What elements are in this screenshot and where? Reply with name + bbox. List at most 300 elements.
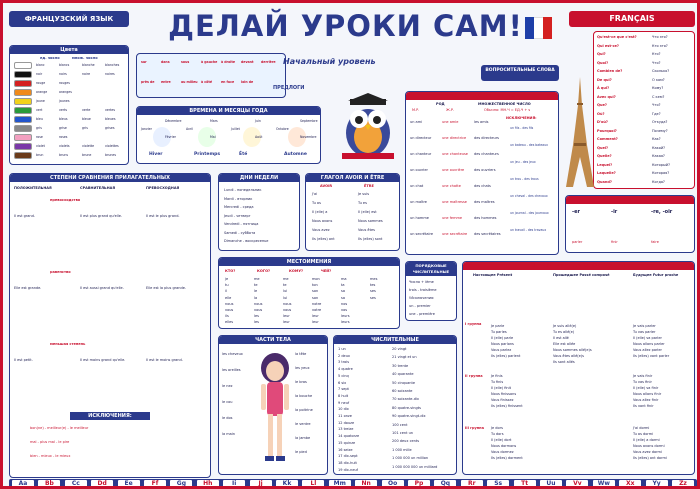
color-word: bruns: [59, 153, 69, 157]
ordinal-item: trois - troisième: [409, 288, 437, 292]
color-swatch: [14, 125, 32, 132]
degree-example: Il est plus grand qu'elle.: [80, 214, 123, 218]
color-word: gris: [82, 126, 88, 130]
conj-form: Elle est allée: [553, 342, 576, 346]
etre-col: ÊTRE: [364, 184, 374, 188]
question-word: Quel?: [597, 145, 609, 150]
weekday: Mardi - вторник: [224, 196, 253, 201]
conj-form: Je suis allé(e): [553, 324, 577, 328]
conj-form: Vous finissez: [491, 398, 514, 402]
groups-title: ТРИ ГРУППЫ ГЛАГОЛОВ: [566, 196, 694, 204]
questions-title: ВОПРОСИТЕЛЬНЫЕ СЛОВА: [485, 68, 555, 73]
noun-exception: un trou - des trous: [510, 177, 539, 181]
question-word: De qui?: [597, 77, 612, 82]
alphabet-letter: Cc: [64, 479, 88, 489]
conj-form: Ils (elles) parlent: [491, 354, 521, 358]
noun-word: un chanteur: [410, 152, 432, 156]
pronoun: votre: [312, 308, 322, 312]
days-title: ДНИ НЕДЕЛИ: [219, 174, 299, 182]
pronoun-col: КОМУ?: [289, 269, 304, 273]
alphabet-letter: Xx: [618, 479, 642, 489]
noun-word: une femme: [442, 216, 463, 220]
number: 18 dix-huit: [338, 460, 357, 465]
color-word: blanche: [82, 63, 95, 67]
color-word: rouge: [36, 81, 46, 85]
conj-col: Будущее Futur proche: [633, 273, 679, 277]
color-swatch: [14, 134, 32, 141]
group1-ending: -er: [572, 209, 580, 215]
left-label: ФРАНЦУЗСКИЙ ЯЗЫК: [24, 15, 114, 23]
pronoun: vos: [341, 308, 348, 312]
conj-form: Tu vas finir: [633, 380, 652, 384]
degree-example: Il est le plus grand.: [146, 214, 180, 218]
prepositions-panel: [136, 53, 286, 98]
question-word-ru: Кому?: [652, 86, 664, 90]
preposition-label: près de: [141, 80, 155, 84]
right-label: FRANÇAIS: [609, 14, 655, 23]
noun-word: un chat: [410, 184, 424, 188]
conj-form: Nous sommes allé(e)s: [553, 348, 592, 352]
conj-form: Vous êtes allé(e)s: [553, 354, 584, 358]
alphabet-letter: Aa: [11, 479, 35, 489]
number: 8 huit: [338, 393, 349, 398]
pronoun: leur: [283, 320, 290, 325]
seasons-panel: [136, 106, 321, 164]
color-word: bleus: [59, 117, 68, 121]
number: 80 quatre-vingts: [392, 405, 421, 410]
alphabet-letter: Tt: [513, 479, 537, 489]
question-word-ru: Что это?: [652, 35, 668, 39]
color-word: verts: [59, 108, 68, 112]
color-swatch: [14, 80, 32, 87]
conj-form: Ils (elles) dorment: [491, 456, 523, 460]
pronoun: leur: [312, 320, 319, 325]
question-word: Combien de?: [597, 69, 623, 73]
body-part: les oreilles: [222, 368, 241, 372]
noun-word: des hommes: [474, 216, 497, 220]
color-word: oranges: [59, 90, 72, 94]
noun-word: une chanteuse: [442, 152, 468, 156]
question-word-ru: О ком?: [652, 77, 665, 82]
question-word-ru: Кто это?: [652, 43, 668, 48]
season-month: Mars: [210, 119, 218, 123]
number: 60 soixante: [392, 389, 413, 393]
conjugation-form: Vous avez: [312, 228, 330, 232]
color-swatch: [14, 71, 32, 78]
body-part: les cheveux: [222, 352, 243, 356]
qwords-panel: [593, 31, 695, 189]
conj-form: Vous allez finir: [633, 398, 659, 402]
preposition-label: devant: [241, 60, 254, 64]
conj-form: Il (elle) a dormi: [633, 438, 660, 442]
preposition-label: entre: [161, 80, 171, 84]
noun-exception: un cheval - des chevaux: [510, 194, 548, 198]
number: 2 deux: [338, 353, 351, 358]
color-word: violette: [82, 144, 95, 148]
ordinal-item: !Исключения:: [409, 296, 435, 300]
number: 13 treize: [338, 427, 354, 432]
body-part: la poitrine: [295, 408, 313, 412]
pronoun: les: [254, 314, 259, 319]
conj-form: Tu as dormi: [633, 432, 654, 436]
pronoun-col: КТО?: [225, 269, 236, 273]
noun-title: ИМЯ СУЩЕСТВИТЕЛЬНОЕ: [406, 92, 558, 100]
degree-label: меньшая степень: [50, 342, 86, 346]
body-part: le bras: [295, 380, 307, 384]
pronoun: il: [225, 289, 227, 294]
color-swatch: [14, 143, 32, 150]
conj-panel: [462, 261, 695, 475]
question-word-ru: Откуда?: [652, 120, 668, 124]
conj-col: Прошедшее Passé composé: [553, 273, 610, 277]
weekday: Lundi - понедельник: [224, 188, 262, 192]
conjugation-form: Nous sommes: [358, 219, 383, 223]
pronoun: elles: [225, 320, 234, 325]
question-word-ru: Когда?: [652, 179, 665, 184]
color-word: bleu: [36, 117, 43, 121]
question-word-ru: Где?: [652, 111, 661, 116]
question-word-ru: Какой?: [652, 145, 666, 150]
color-word: bleue: [82, 117, 91, 121]
color-swatch: [14, 107, 32, 114]
alphabet-letter: Pp: [407, 479, 431, 489]
eiffel-tower-icon: [565, 75, 595, 190]
alphabet-letter: Ii: [222, 479, 246, 489]
preposition-label: derrière: [261, 60, 276, 64]
season-name: Été: [239, 152, 248, 157]
number: 16 seize: [338, 447, 353, 452]
pronoun: te: [283, 283, 287, 288]
body-part: les yeux: [295, 366, 310, 370]
question-word: Pourquoi?: [597, 128, 617, 133]
pronoun: le: [254, 289, 258, 294]
pronoun: les: [254, 320, 259, 325]
conj-form: Ils (elles) vont parler: [633, 354, 670, 358]
alphabet-letter: Bb: [37, 479, 61, 489]
pronoun: leurs: [341, 314, 350, 319]
number: 15 quinze: [338, 440, 356, 445]
colors-title: Цвета: [10, 46, 128, 54]
degree-exception: bien - mieux - le mieux: [30, 454, 71, 458]
color-swatch: [14, 116, 32, 123]
alphabet-letter: Ee: [117, 479, 141, 489]
noun-word: des chanteurs: [474, 152, 499, 156]
season-month: Janvier: [141, 127, 152, 131]
avoir-title: ГЛАГОЛ AVOIR И ÊTRE: [306, 174, 399, 182]
question-word: Quelle?: [597, 154, 612, 158]
conj-form: Vous avez dormi: [633, 450, 662, 454]
number: 7 sept: [338, 387, 349, 392]
conj-form: Vous dormez: [491, 450, 514, 454]
question-word-ru: С кем?: [652, 94, 665, 99]
pronoun: je: [225, 277, 229, 281]
number: 30 trente: [392, 363, 409, 368]
noun-panel: [405, 91, 559, 255]
preposition-label: au milieu: [181, 80, 198, 84]
body-part: la tête: [295, 352, 307, 356]
conjugation-form: Je suis: [358, 192, 370, 196]
season-name: Printemps: [194, 152, 221, 157]
conj-form: Ils (elles) ont dormi: [633, 456, 667, 460]
alphabet-letter: Mm: [328, 479, 352, 489]
number: 6 six: [338, 380, 347, 385]
degree-label: превосходство: [50, 198, 81, 202]
preposition-label: en face: [221, 80, 235, 84]
body-part: le pied: [295, 450, 307, 454]
pronoun: ses: [370, 289, 376, 294]
color-word: verte: [82, 108, 91, 112]
body-part: le nez: [222, 384, 233, 388]
conj-title: СПРЯЖЕНИЕ ГЛАГОЛОВ ГРУППЫ: [463, 262, 694, 270]
noun-word: les amis: [474, 120, 489, 124]
conj-form: Tu parles: [491, 330, 507, 334]
color-word: blanches: [105, 63, 120, 67]
degrees-title: СТЕПЕНИ СРАВНЕНИЯ ПРИЛАГАТЕЛЬНЫХ: [10, 174, 210, 182]
conj-form: Je vais parler: [633, 324, 656, 328]
season-month: Novembre: [300, 135, 317, 139]
pronoun: mon: [312, 277, 320, 281]
number: 20 vingt: [392, 347, 407, 351]
conjugation-form: Ils (elles) sont: [358, 237, 383, 241]
color-word: noire: [82, 72, 91, 76]
question-word: Qu'est-ce que c'est?: [597, 35, 637, 39]
conj-form: Il (elle) va finir: [633, 386, 659, 390]
alphabet-letter: Ss: [486, 479, 510, 489]
flag-icon: [525, 17, 552, 39]
conj-form: Vous parlez: [491, 348, 512, 352]
conj-form: Il (elle) va parler: [633, 336, 662, 340]
question-word-ru: Которая?: [652, 171, 670, 175]
alphabet-letter: Ll: [301, 479, 325, 489]
page-title: ДЕЛАЙ УРОКИ САМ!: [168, 9, 523, 43]
question-word: D'où?: [597, 120, 608, 124]
conj-form: Tu finis: [491, 380, 504, 384]
noun-word: un maître: [410, 200, 427, 204]
weekday: Vendredi - пятница: [224, 222, 259, 226]
conj-form: Tu es allé(e): [553, 330, 575, 334]
ordinal-panel: [405, 261, 457, 321]
season-name: Automne: [284, 152, 307, 157]
question-word-ru: Что?: [652, 103, 661, 107]
question-word: Avec qui?: [597, 94, 616, 99]
color-word: vert: [36, 108, 43, 112]
degree-col: СРАВНИТЕЛЬНАЯ: [80, 186, 116, 190]
number: 9 neuf: [338, 400, 350, 405]
body-part: la bouche: [295, 394, 313, 398]
question-word: Quoi?: [597, 60, 609, 65]
conj-form: Je dors: [491, 426, 503, 430]
degrees-panel: [9, 173, 211, 478]
question-word: Lequel?: [597, 162, 613, 167]
pronoun: ta: [341, 283, 345, 288]
noun-word: des ouvriers: [474, 168, 496, 172]
level-label: Начальный уровень: [283, 57, 376, 66]
colors-col-singular: ед. число: [40, 56, 60, 60]
conj-group: I группа: [465, 322, 482, 326]
alphabet-letter: Uu: [539, 479, 563, 489]
body-part: la jambe: [295, 436, 311, 440]
noun-word: des directeurs: [474, 136, 499, 140]
conj-form: Il (elle) finit: [491, 386, 511, 390]
colors-panel: [9, 45, 129, 165]
noun-word: une secrétaire: [442, 232, 468, 236]
alphabet-letter: Yy: [645, 479, 669, 489]
noun-word: un directeur: [410, 136, 432, 140]
degree-example: Il est le moins grand.: [146, 358, 183, 362]
noun-word: des maîtres: [474, 200, 495, 204]
conj-form: Il est allé: [553, 336, 569, 340]
noun-word: une chatte: [442, 184, 461, 188]
color-word: rouges: [59, 81, 70, 85]
question-word: Que?: [597, 103, 607, 107]
degree-label: равенство: [50, 270, 71, 274]
conj-form: Nous allons finir: [633, 392, 662, 396]
number: 50 cinquante: [392, 380, 416, 385]
preposition-label: à côté: [201, 80, 213, 84]
group3-ending: -re, -oir: [651, 209, 673, 215]
ordinal-title-text: ПОРЯДКОВЫЕ ЧИСЛИТЕЛЬНЫЕ: [412, 263, 450, 274]
pronoun: ma: [341, 277, 347, 281]
alphabet-letter: Oo: [381, 479, 405, 489]
color-word: bleues: [105, 117, 116, 121]
numbers-title: ЧИСЛИТЕЛЬНЫЕ: [334, 336, 456, 344]
noun-word: des secrétaires: [474, 232, 501, 236]
noun-word: une maîtresse: [442, 200, 467, 204]
pronoun: tes: [370, 283, 376, 288]
pronoun: vous: [283, 308, 292, 312]
conj-form: Nous dormons: [491, 444, 517, 448]
conj-form: Nous allons parler: [633, 342, 665, 346]
number: 3 trois: [338, 360, 350, 365]
alphabet-letter: Rr: [460, 479, 484, 489]
pronoun: leur: [283, 314, 290, 319]
numbers-panel: [333, 335, 457, 475]
number: 14 quatorze: [338, 434, 360, 439]
color-word: violettes: [105, 144, 119, 148]
ordinal-title: [406, 262, 456, 276]
number: 1 un: [338, 347, 346, 351]
conj-form: Nous avons dormi: [633, 444, 665, 448]
alphabet-letter: Ff: [143, 479, 167, 489]
degree-col: ПРЕВОСХОДНАЯ: [146, 186, 180, 190]
question-word-ru: Какая?: [652, 154, 665, 158]
color-word: brunes: [105, 153, 116, 157]
preposition-label: à gauche: [201, 60, 218, 64]
question-word: Qui?: [597, 52, 606, 56]
question-word-ru: Который?: [652, 162, 670, 167]
degree-exception: mal - plus mal - le pire: [30, 440, 70, 444]
color-word: blancs: [59, 63, 70, 67]
noun-word: une directrice: [442, 136, 467, 140]
noun-word: une amie: [442, 120, 459, 124]
pronoun-col: ЧЕЙ?: [321, 269, 332, 273]
conj-group: II группа: [465, 374, 483, 378]
color-word: noir: [36, 72, 43, 76]
number: 1 000 000 000 un milliard: [392, 464, 438, 469]
question-word: Comment?: [597, 137, 618, 141]
noun-exceptions-title: ИСКЛЮЧЕНИЯ:: [506, 116, 537, 120]
number: 70 soixante-dix: [392, 397, 419, 402]
conj-form: Nous finissons: [491, 392, 517, 396]
color-swatch: [14, 62, 32, 69]
conj-group: III группа: [465, 426, 484, 430]
season-month: Mai: [210, 135, 216, 139]
seasons-title: ВРЕМЕНА И МЕСЯЦЫ ГОДА: [137, 107, 320, 115]
noun-col-plural: МНОЖЕСТВЕННОЕ ЧИСЛО: [478, 102, 531, 106]
body-part: le dos: [222, 416, 233, 420]
color-swatch: [14, 89, 32, 96]
pronoun: elle: [225, 295, 232, 300]
degrees-exceptions-title: ИСКЛЮЧЕНИЯ:: [70, 412, 150, 420]
question-word-ru: Как?: [652, 137, 661, 141]
noun-exception: un fils - des fils: [510, 126, 534, 130]
alphabet-letter: Jj: [249, 479, 273, 489]
season-month: Août: [255, 135, 263, 139]
conj-form: Je finis: [491, 374, 503, 378]
weekday: Jeudi - четверг: [224, 213, 251, 218]
prepositions-title: ПРЕДЛОГИ: [273, 85, 305, 91]
question-word: À qui?: [597, 86, 610, 90]
body-title: ЧАСТИ ТЕЛА: [219, 336, 327, 344]
color-word: grise: [59, 126, 67, 130]
color-word: noires: [105, 72, 115, 76]
conj-form: Vous allez parler: [633, 348, 662, 352]
number: 200 deux cents: [392, 439, 420, 444]
body-part: le cou: [222, 400, 233, 404]
number: 1 000 000 un million: [392, 456, 429, 461]
noun-word: des chats: [474, 184, 491, 188]
groups-panel: [565, 195, 695, 253]
alphabet-letter: Zz: [671, 479, 695, 489]
preposition-label: loin de: [241, 80, 254, 84]
pronoun-col: КОГО?: [257, 269, 271, 273]
conjugation-form: Il (elle) a: [312, 210, 328, 214]
preposition-label: dans: [161, 60, 170, 64]
color-word: brun: [36, 153, 44, 157]
avoir-panel: [305, 173, 400, 251]
conj-form: Il (elle) parle: [491, 336, 514, 340]
owl-mascot: [338, 91, 398, 161]
noun-sub-f: Ж.Р.: [446, 108, 455, 112]
conj-form: Tu vas parler: [633, 330, 656, 334]
pronoun: leur: [312, 314, 319, 319]
color-swatch: [14, 98, 32, 105]
number: 4 quatre: [338, 367, 353, 372]
noun-word: un ouvrier: [410, 168, 428, 172]
pronoun: tu: [225, 283, 229, 288]
pronoun: ils: [225, 314, 229, 319]
number: 10 dix: [338, 407, 349, 412]
pronoun: sa: [341, 289, 345, 294]
noun-word: un ami: [410, 120, 423, 124]
pronoun: me: [283, 277, 289, 281]
question-word-ru: Кто?: [652, 52, 661, 56]
color-word: jaune: [36, 99, 45, 103]
conj-form: Nous parlons: [491, 342, 514, 346]
conj-form: Tu dors: [491, 432, 504, 436]
number: 40 quarante: [392, 372, 414, 377]
conjugation-form: Tu as: [312, 201, 321, 205]
pronoun: mes: [370, 277, 378, 281]
pronoun: nous: [225, 301, 234, 306]
number: 100 cent: [392, 422, 408, 427]
degree-example: Il est petit.: [14, 358, 33, 362]
ordinal-item: un - premier: [409, 304, 431, 308]
body-panel: [218, 335, 328, 475]
pronoun: ses: [370, 295, 376, 300]
degree-exception: bon(ne) - meilleur(e) - le meilleur: [30, 426, 89, 430]
degree-example: Il est moins grand qu'elle.: [80, 358, 126, 362]
